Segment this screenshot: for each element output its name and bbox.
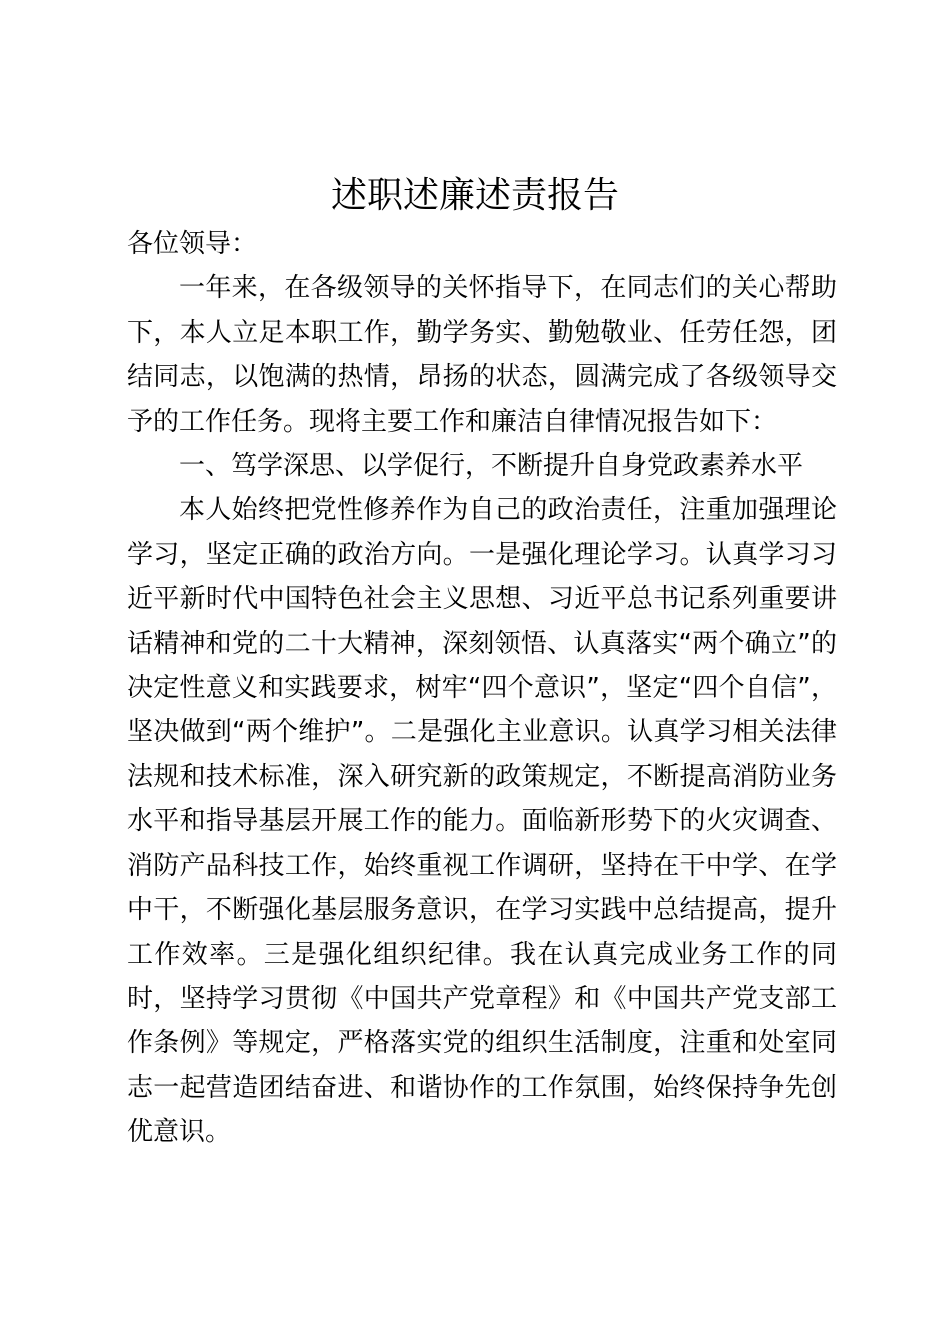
section-heading: 一、笃学深思、以学促行，不断提升自身党政素养水平 bbox=[179, 451, 804, 482]
document-body bbox=[127, 222, 837, 1155]
intro-paragraph: 一年来，在各级领导的关怀指导下，在同志们的关心帮助下，本人立足本职工作，勤学务实、勤勉敬业、任劳任怨，团结同志，以饱满的热情，昂扬的状态，圆满完成了各级领导交予的工作任务。现将主要工作和廉洁自律情况报告如下： bbox=[127, 273, 837, 437]
document-title: 述职述廉述责报告 bbox=[330, 175, 619, 216]
body-paragraph: 本人始终把党性修养作为自己的政治责任，注重加强理论学习，坚定正确的政治方向。一是强化理论学习。认真学习习近平新时代中国特色社会主义思想、习近平总书记系列重要讲话精神和党的二十大精神，深刻领悟、认真落实“两个确立”的决定性意义和实践要求，树牢“四个意识”，坚定“四个自信”，坚决做到“两个维护”。二是强化主业意识。认真学习相关法律法规和技术标准，深入研究新的政策规定，不断提高消防业务水平和指导基层开展工作的能力。面临新形势下的火灾调查、消防产品科技工作，始终重视工作调研，坚持在干中学、在学中干，不断强化基层服务意识，在学习实践中总结提高，提升工作效率。三是强化组织纪律。我在认真完成业务工作的同时，坚持学习贯彻《中国共产党章程》和《中国共产党支部工作条例》等规定，严格落实党的组织生活制度，注重和处室同志一起营造团结奋进、和谐协作的工作氛围，始终保持争先创优意识。 bbox=[127, 495, 837, 1148]
salutation: 各位领导： bbox=[127, 229, 258, 259]
